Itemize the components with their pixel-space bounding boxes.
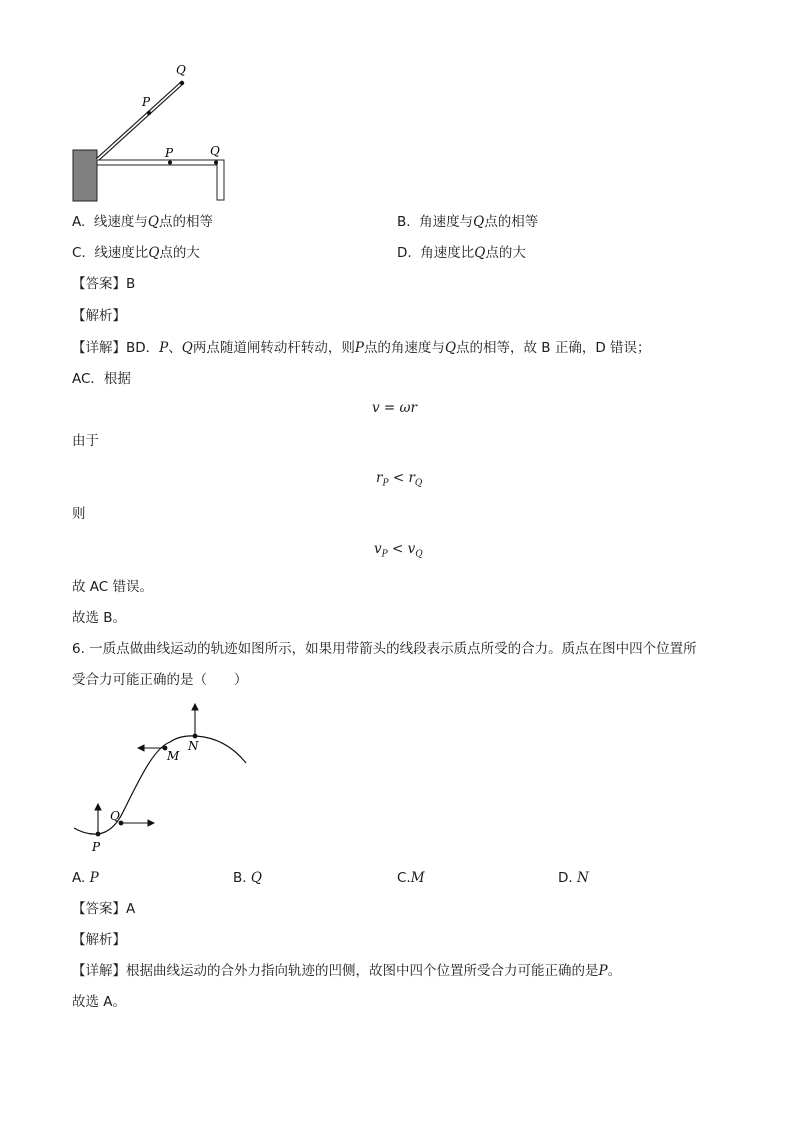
q6-option-b[interactable]: B. Q [233,870,262,886]
q5-analysis-label: 【解析】 [72,308,126,324]
q5-answer: 【答案】B [72,276,136,292]
option-a[interactable]: A. 线速度与Q点的相等 [72,214,213,230]
q5-conclusion: 故 AC 错误。 [72,579,154,595]
point-q-horizontal [214,161,218,165]
q6-stem-line2: 受合力可能正确的是（ ） [72,672,248,688]
label-m: M [167,749,180,763]
q6-analysis-label: 【解析】 [72,932,126,948]
trajectory-figure [62,700,262,860]
option-c[interactable]: C. 线速度比Q点的大 [72,245,200,261]
point-p-raised [147,111,151,115]
horizontal-rod [97,160,218,165]
q5-detail: 【详解】BD．P、Q两点随道闸转动杆转动，则P点的角速度与Q点的相等，故 B 正确，D 错误； [72,340,651,356]
q6-answer: 【答案】A [72,901,136,917]
label-q-top: Q [176,63,186,77]
q6-option-c[interactable]: C.M [397,870,425,886]
label-n: N [188,739,199,753]
label-p-bottom: P [165,146,174,160]
option-d[interactable]: D. 角速度比Q点的大 [397,245,526,261]
q6-choose: 故选 A。 [72,994,127,1010]
equation-rp-lt-rq: $r_P < r_Q$ [376,470,423,489]
q6-detail: 【详解】根据曲线运动的合外力指向轨迹的凹侧，故图中四个位置所受合力可能正确的是P。 [72,963,622,979]
option-b[interactable]: B. 角速度与Q点的相等 [397,214,539,230]
label-q: Q [110,809,120,823]
point-q-raised [180,81,184,85]
label-q-bottom: Q [210,144,220,158]
gate-post [73,150,97,201]
label-p-top: P [142,95,151,109]
q5-then: 则 [72,506,86,522]
equation-vp-lt-vq: $v_P < v_Q$ [374,541,423,560]
trajectory-curve [74,736,246,834]
q6-stem-line1: 6. 一质点做曲线运动的轨迹如图所示，如果用带箭头的线段表示质点所受的合力。质点在图中四个位置所 [72,641,697,657]
q6-option-a[interactable]: A. P [72,870,99,886]
equation-v-omega-r: v = ωr [372,400,417,416]
q5-since: 由于 [72,433,99,449]
rod-support [217,160,224,200]
q5-ac-according: AC．根据 [72,371,131,387]
q5-choose: 故选 B。 [72,610,127,626]
gate-rod-figure [60,58,240,208]
q6-option-d[interactable]: D. N [558,870,589,886]
label-p: P [92,840,101,854]
point-p-horizontal [168,161,172,165]
